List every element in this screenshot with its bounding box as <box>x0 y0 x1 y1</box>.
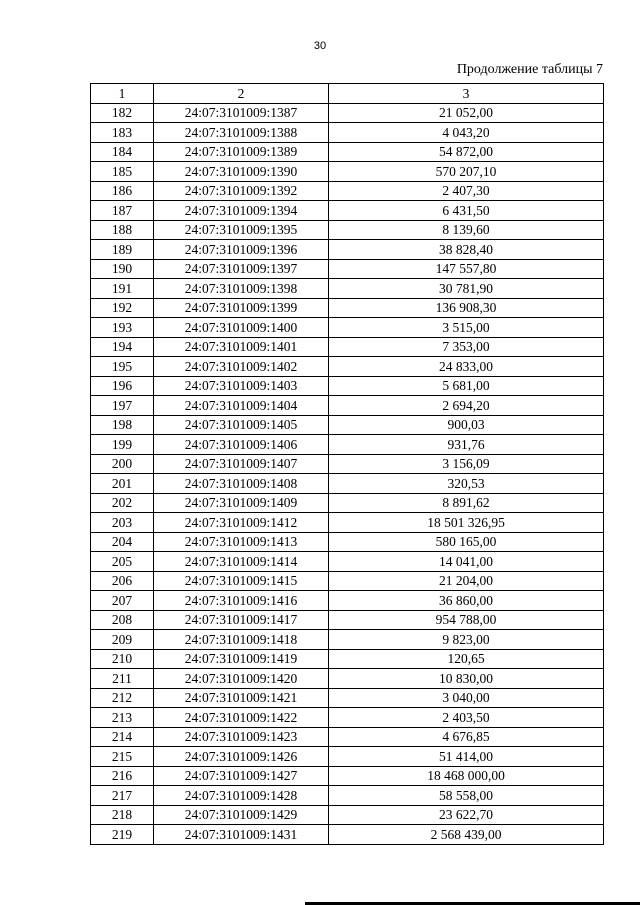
value-cell: 954 788,00 <box>329 610 604 630</box>
row-number-cell: 201 <box>91 474 154 494</box>
cadastral-number-cell: 24:07:3101009:1400 <box>154 318 329 338</box>
value-cell: 3 515,00 <box>329 318 604 338</box>
value-cell: 120,65 <box>329 649 604 669</box>
table-row <box>91 688 604 708</box>
table-row <box>91 649 604 669</box>
parcel-value-table <box>90 83 604 845</box>
cadastral-number-cell: 24:07:3101009:1429 <box>154 805 329 825</box>
row-number-cell: 206 <box>91 571 154 591</box>
table-row <box>91 591 604 611</box>
value-cell: 18 501 326,95 <box>329 513 604 533</box>
table-row <box>91 123 604 143</box>
row-number-cell: 191 <box>91 279 154 299</box>
value-cell: 7 353,00 <box>329 337 604 357</box>
cadastral-number-cell: 24:07:3101009:1402 <box>154 357 329 377</box>
column-header-3: 3 <box>329 84 604 104</box>
value-cell: 10 830,00 <box>329 669 604 689</box>
cadastral-number-cell: 24:07:3101009:1404 <box>154 396 329 416</box>
row-number-cell: 211 <box>91 669 154 689</box>
column-header-2: 2 <box>154 84 329 104</box>
cadastral-number-cell: 24:07:3101009:1401 <box>154 337 329 357</box>
cadastral-number-cell: 24:07:3101009:1413 <box>154 532 329 552</box>
row-number-cell: 196 <box>91 376 154 396</box>
cadastral-number-cell: 24:07:3101009:1428 <box>154 786 329 806</box>
cadastral-number-cell: 24:07:3101009:1408 <box>154 474 329 494</box>
table-row <box>91 805 604 825</box>
cadastral-number-cell: 24:07:3101009:1431 <box>154 825 329 845</box>
table-row <box>91 825 604 845</box>
table-row <box>91 708 604 728</box>
row-number-cell: 217 <box>91 786 154 806</box>
value-cell: 9 823,00 <box>329 630 604 650</box>
row-number-cell: 203 <box>91 513 154 533</box>
value-cell: 2 407,30 <box>329 181 604 201</box>
table-row <box>91 766 604 786</box>
table-row <box>91 747 604 767</box>
table-row <box>91 630 604 650</box>
value-cell: 570 207,10 <box>329 162 604 182</box>
cadastral-number-cell: 24:07:3101009:1388 <box>154 123 329 143</box>
value-cell: 38 828,40 <box>329 240 604 260</box>
value-cell: 147 557,80 <box>329 259 604 279</box>
value-cell: 2 568 439,00 <box>329 825 604 845</box>
row-number-cell: 210 <box>91 649 154 669</box>
value-cell: 5 681,00 <box>329 376 604 396</box>
table-row <box>91 376 604 396</box>
value-cell: 3 040,00 <box>329 688 604 708</box>
cadastral-number-cell: 24:07:3101009:1398 <box>154 279 329 299</box>
table-row <box>91 318 604 338</box>
value-cell: 21 204,00 <box>329 571 604 591</box>
table-row <box>91 727 604 747</box>
value-cell: 900,03 <box>329 415 604 435</box>
value-cell: 8 139,60 <box>329 220 604 240</box>
cadastral-number-cell: 24:07:3101009:1418 <box>154 630 329 650</box>
table-row <box>91 513 604 533</box>
row-number-cell: 199 <box>91 435 154 455</box>
row-number-cell: 208 <box>91 610 154 630</box>
value-cell: 4 676,85 <box>329 727 604 747</box>
cadastral-number-cell: 24:07:3101009:1409 <box>154 493 329 513</box>
row-number-cell: 185 <box>91 162 154 182</box>
table-row <box>91 201 604 221</box>
cadastral-number-cell: 24:07:3101009:1392 <box>154 181 329 201</box>
cadastral-number-cell: 24:07:3101009:1405 <box>154 415 329 435</box>
cadastral-number-cell: 24:07:3101009:1399 <box>154 298 329 318</box>
value-cell: 136 908,30 <box>329 298 604 318</box>
cadastral-number-cell: 24:07:3101009:1414 <box>154 552 329 572</box>
cadastral-number-cell: 24:07:3101009:1426 <box>154 747 329 767</box>
row-number-cell: 190 <box>91 259 154 279</box>
value-cell: 54 872,00 <box>329 142 604 162</box>
table-header-row <box>91 84 604 104</box>
cadastral-number-cell: 24:07:3101009:1422 <box>154 708 329 728</box>
table-continuation-caption: Продолжение таблицы 7 <box>456 62 603 77</box>
cadastral-number-cell: 24:07:3101009:1389 <box>154 142 329 162</box>
value-cell: 931,76 <box>329 435 604 455</box>
value-cell: 51 414,00 <box>329 747 604 767</box>
value-cell: 580 165,00 <box>329 532 604 552</box>
row-number-cell: 188 <box>91 220 154 240</box>
column-header-1: 1 <box>91 84 154 104</box>
value-cell: 3 156,09 <box>329 454 604 474</box>
row-number-cell: 215 <box>91 747 154 767</box>
row-number-cell: 216 <box>91 766 154 786</box>
table-row <box>91 357 604 377</box>
value-cell: 23 622,70 <box>329 805 604 825</box>
value-cell: 30 781,90 <box>329 279 604 299</box>
cadastral-number-cell: 24:07:3101009:1407 <box>154 454 329 474</box>
cadastral-number-cell: 24:07:3101009:1394 <box>154 201 329 221</box>
row-number-cell: 186 <box>91 181 154 201</box>
table-row <box>91 240 604 260</box>
table-row <box>91 220 604 240</box>
cadastral-number-cell: 24:07:3101009:1390 <box>154 162 329 182</box>
row-number-cell: 213 <box>91 708 154 728</box>
value-cell: 24 833,00 <box>329 357 604 377</box>
row-number-cell: 218 <box>91 805 154 825</box>
table-row <box>91 454 604 474</box>
table-row <box>91 142 604 162</box>
table-row <box>91 532 604 552</box>
cadastral-number-cell: 24:07:3101009:1421 <box>154 688 329 708</box>
table-row <box>91 337 604 357</box>
row-number-cell: 187 <box>91 201 154 221</box>
table-row <box>91 279 604 299</box>
row-number-cell: 219 <box>91 825 154 845</box>
value-cell: 14 041,00 <box>329 552 604 572</box>
table-row <box>91 474 604 494</box>
row-number-cell: 192 <box>91 298 154 318</box>
row-number-cell: 194 <box>91 337 154 357</box>
table-row <box>91 162 604 182</box>
table-header <box>91 84 604 104</box>
row-number-cell: 184 <box>91 142 154 162</box>
cadastral-number-cell: 24:07:3101009:1395 <box>154 220 329 240</box>
value-cell: 2 403,50 <box>329 708 604 728</box>
cadastral-number-cell: 24:07:3101009:1416 <box>154 591 329 611</box>
value-cell: 320,53 <box>329 474 604 494</box>
cadastral-number-cell: 24:07:3101009:1403 <box>154 376 329 396</box>
row-number-cell: 209 <box>91 630 154 650</box>
cadastral-number-cell: 24:07:3101009:1423 <box>154 727 329 747</box>
cadastral-number-cell: 24:07:3101009:1419 <box>154 649 329 669</box>
value-cell: 18 468 000,00 <box>329 766 604 786</box>
row-number-cell: 182 <box>91 103 154 123</box>
table-row <box>91 571 604 591</box>
page-number: 30 <box>313 40 327 52</box>
row-number-cell: 204 <box>91 532 154 552</box>
value-cell: 6 431,50 <box>329 201 604 221</box>
cadastral-number-cell: 24:07:3101009:1406 <box>154 435 329 455</box>
row-number-cell: 198 <box>91 415 154 435</box>
table-row <box>91 259 604 279</box>
row-number-cell: 189 <box>91 240 154 260</box>
table-row <box>91 103 604 123</box>
row-number-cell: 183 <box>91 123 154 143</box>
cadastral-number-cell: 24:07:3101009:1396 <box>154 240 329 260</box>
table-body <box>91 103 604 844</box>
cadastral-number-cell: 24:07:3101009:1427 <box>154 766 329 786</box>
value-cell: 2 694,20 <box>329 396 604 416</box>
row-number-cell: 195 <box>91 357 154 377</box>
cadastral-number-cell: 24:07:3101009:1417 <box>154 610 329 630</box>
cadastral-number-cell: 24:07:3101009:1387 <box>154 103 329 123</box>
table-row <box>91 493 604 513</box>
row-number-cell: 214 <box>91 727 154 747</box>
row-number-cell: 205 <box>91 552 154 572</box>
table-row <box>91 181 604 201</box>
row-number-cell: 202 <box>91 493 154 513</box>
value-cell: 4 043,20 <box>329 123 604 143</box>
cadastral-number-cell: 24:07:3101009:1420 <box>154 669 329 689</box>
cadastral-number-cell: 24:07:3101009:1415 <box>154 571 329 591</box>
value-cell: 21 052,00 <box>329 103 604 123</box>
row-number-cell: 212 <box>91 688 154 708</box>
row-number-cell: 207 <box>91 591 154 611</box>
table-row <box>91 396 604 416</box>
table-row <box>91 786 604 806</box>
value-cell: 58 558,00 <box>329 786 604 806</box>
table-row <box>91 552 604 572</box>
value-cell: 36 860,00 <box>329 591 604 611</box>
cadastral-number-cell: 24:07:3101009:1412 <box>154 513 329 533</box>
table-row <box>91 435 604 455</box>
value-cell: 8 891,62 <box>329 493 604 513</box>
row-number-cell: 197 <box>91 396 154 416</box>
row-number-cell: 193 <box>91 318 154 338</box>
row-number-cell: 200 <box>91 454 154 474</box>
table-row <box>91 669 604 689</box>
table-row <box>91 610 604 630</box>
table-row <box>91 298 604 318</box>
cadastral-number-cell: 24:07:3101009:1397 <box>154 259 329 279</box>
table-row <box>91 415 604 435</box>
